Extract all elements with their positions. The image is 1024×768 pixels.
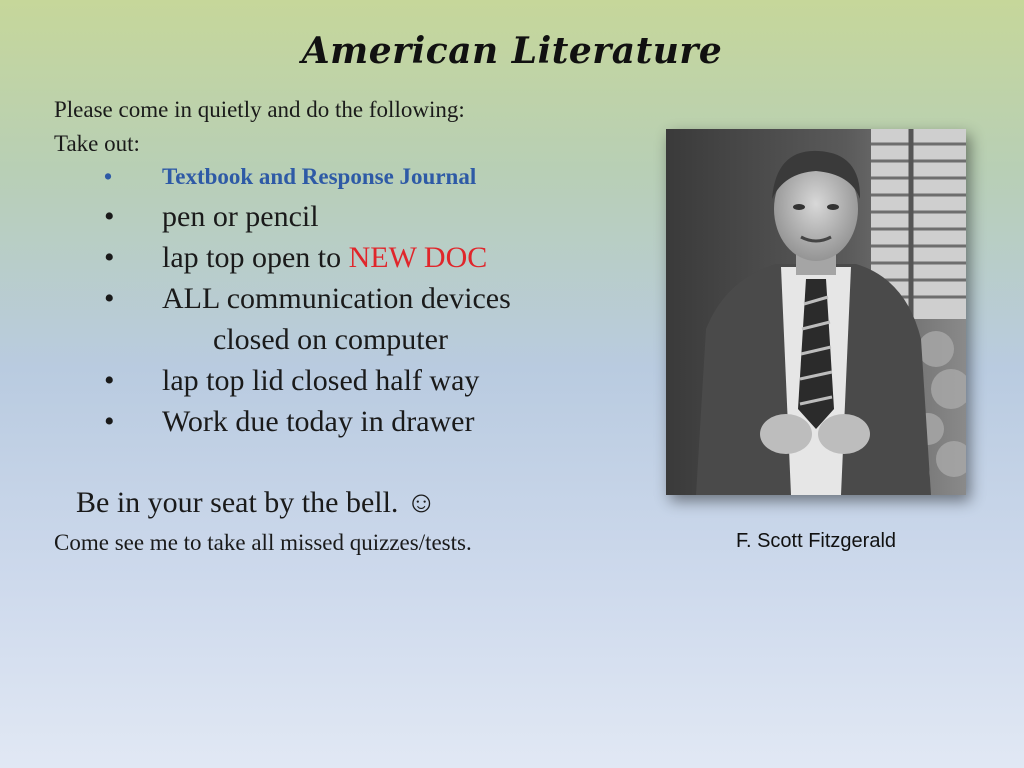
photo-caption: F. Scott Fitzgerald	[735, 530, 897, 552]
list-item-text: pen or pencil	[162, 200, 319, 233]
slide-title: American Literature	[301, 30, 723, 72]
list-item	[0, 196, 511, 237]
list-item	[0, 401, 511, 442]
bullet-icon: •	[104, 405, 115, 438]
list-item	[0, 160, 511, 196]
list-item-text: Work due today in drawer	[162, 405, 475, 438]
intro-line-1: Please come in quietly and do the following:	[54, 97, 465, 122]
bullet-icon: •	[104, 164, 113, 189]
bullet-icon: •	[104, 282, 115, 315]
bullet-icon: •	[104, 200, 115, 233]
list-item	[0, 278, 511, 360]
list-item-text: Textbook and Response Journal	[162, 164, 477, 189]
bullet-icon: •	[104, 364, 115, 397]
author-portrait-image	[666, 129, 966, 495]
bullet-icon: •	[104, 241, 115, 274]
list-item-text: lap top open to	[162, 241, 349, 274]
list-item	[0, 360, 511, 401]
bell-reminder: Be in your seat by the bell. ☺	[76, 486, 437, 519]
missed-quizzes-note: Come see me to take all missed quizzes/tests.	[54, 530, 472, 555]
list-item-text-continued: closed on computer	[213, 323, 448, 356]
list-item-text: ALL communication devices	[162, 282, 511, 315]
list-item-text: lap top lid closed half way	[162, 364, 480, 397]
author-photo	[666, 129, 966, 495]
intro-line-2: Take out:	[54, 131, 140, 156]
supplies-list	[0, 160, 511, 442]
new-doc-highlight: NEW DOC	[348, 241, 488, 274]
instructions-intro	[54, 93, 465, 161]
list-item	[0, 237, 511, 278]
